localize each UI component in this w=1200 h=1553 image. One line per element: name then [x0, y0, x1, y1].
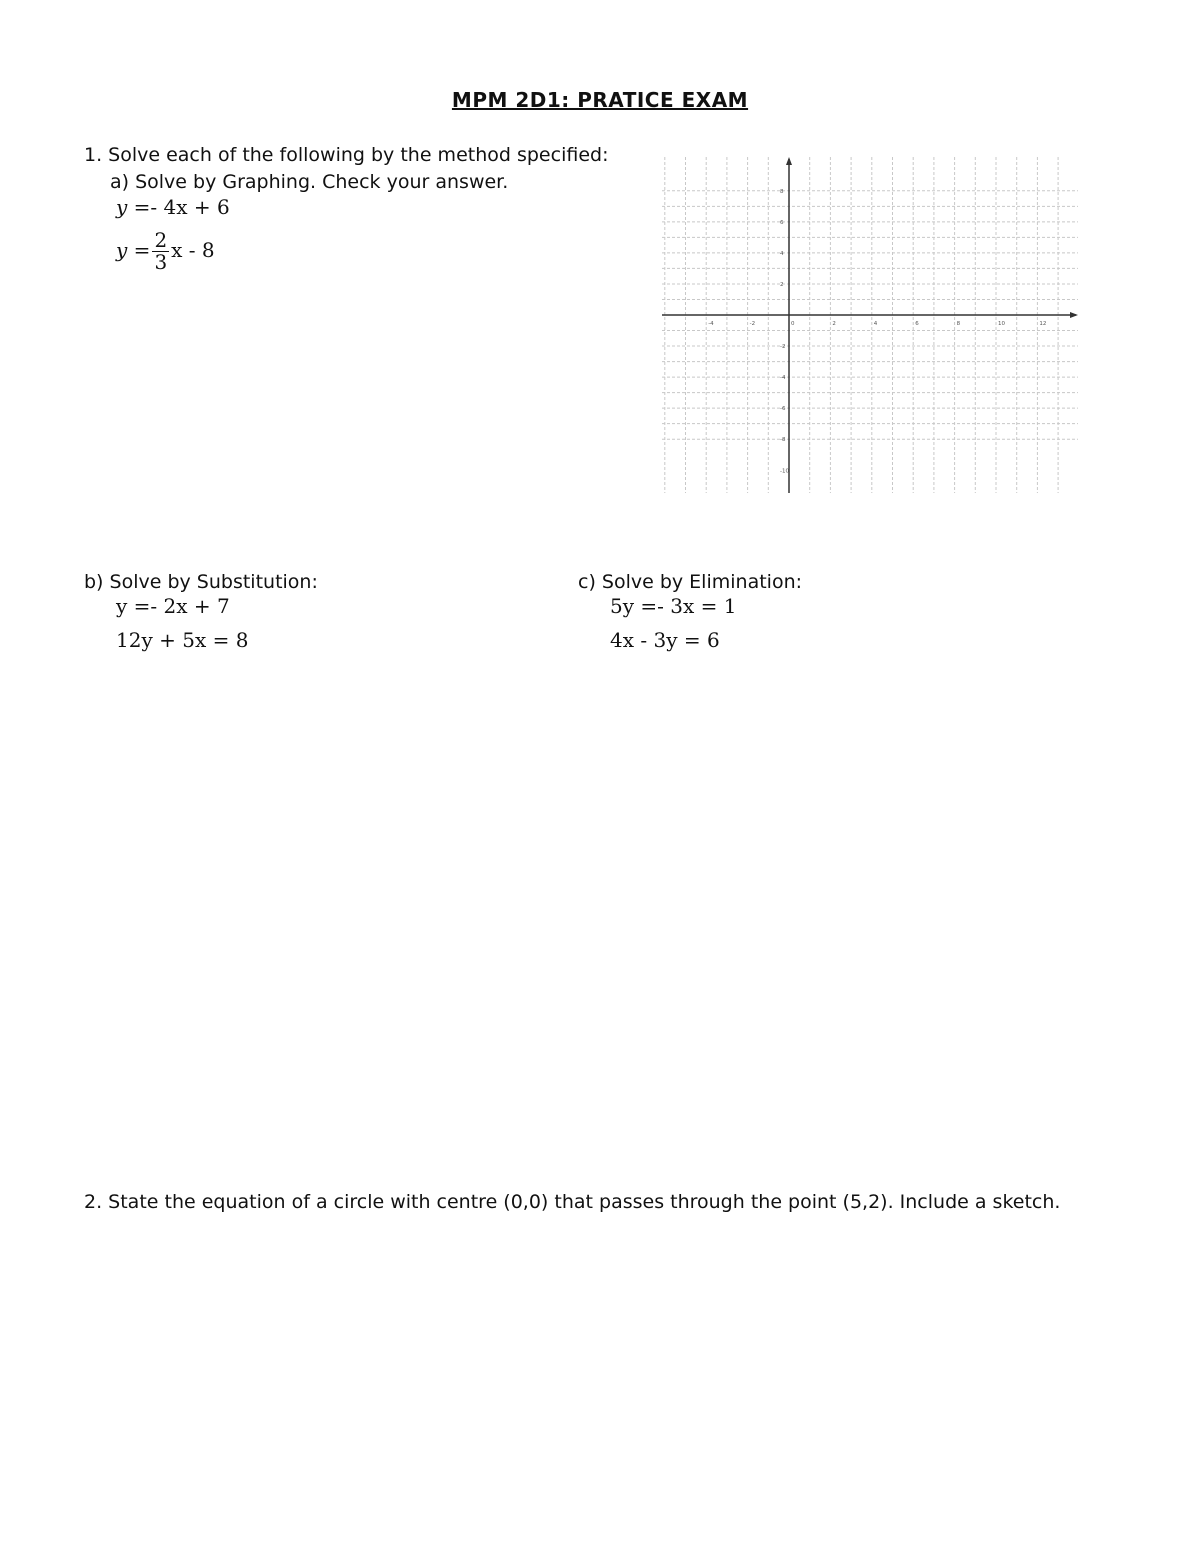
coordinate-grid-svg — [660, 155, 1080, 495]
y-tick-label: 8 — [780, 188, 784, 195]
y-tick-label: 4 — [780, 250, 784, 257]
x-tick-label: 4 — [873, 321, 878, 327]
page-title: MPM 2D1: PRATICE EXAM — [451, 88, 749, 112]
question-1c-label: c) Solve by Elimination: — [578, 571, 803, 593]
y-tick-label: -2 — [780, 344, 786, 351]
x-tick-label: 10 — [998, 321, 1005, 327]
y-tick-label: -10 — [780, 468, 789, 475]
eq-lhs: y — [116, 195, 128, 219]
y-tick-label: -8 — [780, 437, 786, 444]
question-1b-equation-2: 12y + 5x = 8 — [116, 628, 249, 652]
question-1b-equation-1: y =- 2x + 7 — [116, 594, 230, 618]
x-tick-label: -2 — [749, 321, 756, 327]
question-1a-equation-1 — [116, 195, 230, 219]
question-2-text: 2. State the equation of a circle with centre (0,0) that passes through the point (5,2). Include a sketch. — [84, 1191, 1061, 1213]
question-1-intro: 1. Solve each of the following by the method specified: — [84, 144, 609, 166]
y-tick-label: 6 — [780, 219, 784, 226]
y-axis-arrow — [786, 157, 792, 165]
question-1a-equation-2 — [116, 230, 215, 273]
x-tick-label: 12 — [1039, 321, 1047, 327]
fraction — [152, 230, 169, 273]
y-tick-label: -6 — [780, 406, 786, 413]
y-tick-label: 2 — [780, 281, 784, 288]
question-1b-label: b) Solve by Substitution: — [84, 571, 318, 593]
question-1c-equation-2: 4x - 3y = 6 — [610, 628, 720, 652]
x-tick-label: -4 — [708, 321, 714, 327]
fraction-denominator: 3 — [154, 250, 168, 274]
eq-rest: x - 8 — [171, 238, 215, 262]
eq-rhs: =- 4x + 6 — [133, 195, 230, 219]
x-tick-label: 0 — [791, 321, 795, 327]
y-tick-label: -4 — [780, 375, 786, 382]
fraction-numerator: 2 — [154, 228, 168, 252]
x-axis-arrow — [1070, 312, 1078, 318]
x-tick-label: 8 — [956, 321, 961, 327]
x-tick-label: 2 — [832, 321, 836, 327]
eq-sign: = — [133, 238, 151, 262]
question-1c-equation-1: 5y =- 3x = 1 — [610, 594, 737, 618]
coordinate-grid — [660, 155, 1080, 495]
x-tick-label: 6 — [915, 321, 919, 327]
question-1a-label: a) Solve by Graphing. Check your answer. — [110, 171, 509, 193]
eq-lhs: y — [116, 238, 128, 262]
